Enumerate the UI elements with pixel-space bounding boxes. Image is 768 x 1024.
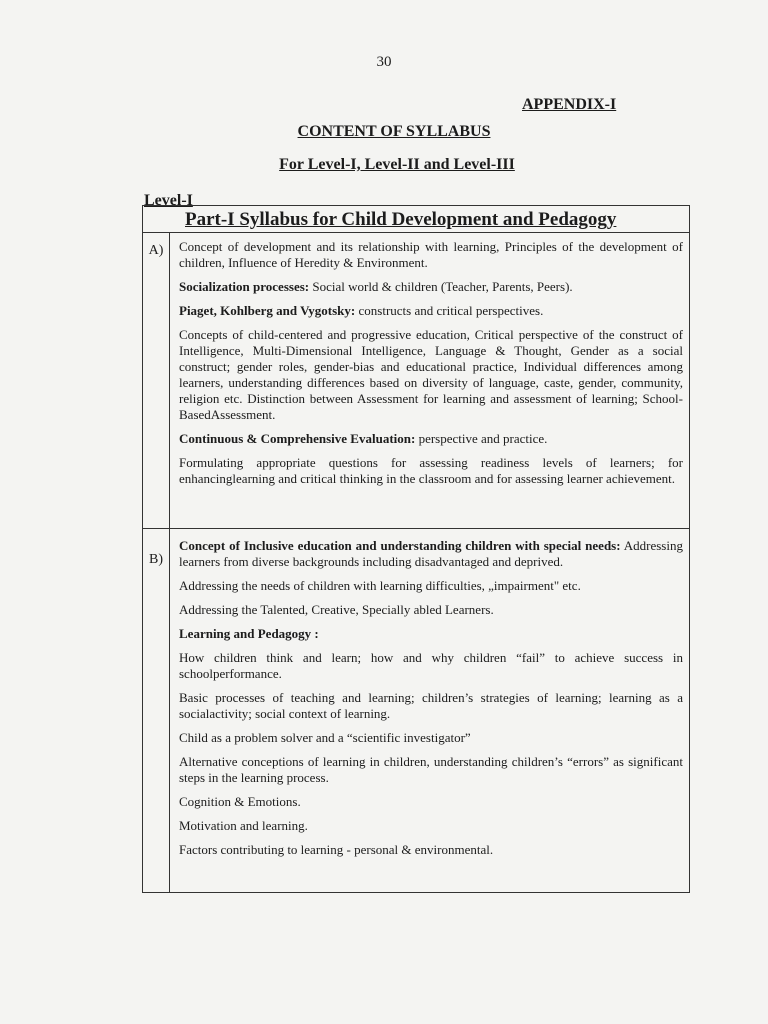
row-label-b: B): [143, 529, 170, 892]
paragraph-alternative-conceptions: Alternative conceptions of learning in children, understanding children’s “errors” as significant steps in the learning process.: [179, 754, 683, 785]
syllabus-table: [142, 205, 690, 893]
paragraph-problem-solver: Child as a problem solver and a “scientific investigator”: [179, 730, 471, 745]
paragraph-learning-difficulties: Addressing the needs of children with learning difficulties, „impairment" etc.: [179, 578, 581, 593]
theorists-heading: Piaget, Kohlberg and Vygotsky:: [179, 303, 356, 318]
document-subtitle: For Level-I, Level-II and Level-III: [279, 156, 515, 173]
inclusive-heading: Concept of Inclusive education and understanding children with special needs:: [179, 538, 621, 553]
evaluation-text: perspective and practice.: [415, 431, 548, 446]
theorists-text: constructs and critical perspectives.: [355, 303, 544, 318]
learning-pedagogy-heading: Learning and Pedagogy :: [179, 626, 319, 641]
paragraph-development: Concept of development and its relationship with learning, Principles of the development of children, Influence of Heredity & Environment.: [179, 239, 683, 270]
paragraph-socialization: [179, 279, 683, 295]
paragraph-motivation: Motivation and learning.: [179, 818, 308, 833]
paragraph-inclusive: [179, 538, 683, 570]
appendix-heading: APPENDIX-I: [522, 96, 617, 113]
paragraph-factors: Factors contributing to learning - personal & environmental.: [179, 842, 494, 857]
table-row-a: [143, 233, 689, 529]
paragraph-concepts: Concepts of child-centered and progressive education, Critical perspective of the construct of Intelligence, Multi-Dimensional Intelligence, Language & Thought, Gender as a social construct; gender roles, gender-bias and educational practice, Individual differences among learners, understanding differences based on diversity of language, caste, gender, community, religion etc. Distinction between Assessment for learning and assessment of learning; School-BasedAssessment.: [179, 327, 683, 422]
level-label: Level-I: [144, 192, 193, 209]
socialization-heading: Socialization processes:: [179, 279, 310, 294]
paragraph-theorists: [179, 303, 683, 319]
evaluation-heading: Continuous & Comprehensive Evaluation:: [179, 431, 416, 446]
inclusive-text: Addressing learners from diverse backgrounds including disadvantaged and deprived.: [179, 538, 683, 569]
table-header: Part-I Syllabus for Child Development and Pedagogy: [143, 206, 689, 233]
row-content-b: [179, 538, 683, 866]
row-content-a: [179, 239, 683, 495]
paragraph-talented: Addressing the Talented, Creative, Specially abled Learners.: [179, 602, 494, 617]
paragraph-teaching-processes: Basic processes of teaching and learning; children’s strategies of learning; learning as a socialactivity; social context of learning.: [179, 690, 683, 721]
row-label-a: A): [143, 233, 170, 528]
paragraph-evaluation: [179, 431, 683, 447]
paragraph-how-children-learn: How children think and learn; how and why children “fail” to achieve success in schoolperformance.: [179, 650, 683, 681]
document-title: CONTENT OF SYLLABUS: [297, 123, 491, 140]
paragraph-cognition: Cognition & Emotions.: [179, 794, 301, 809]
table-row-b: [143, 529, 689, 892]
socialization-text: Social world & children (Teacher, Parents, Peers).: [309, 279, 573, 294]
page-number: 30: [376, 54, 392, 70]
paragraph-questions: Formulating appropriate questions for assessing readiness levels of learners; for enhancinglearning and critical thinking in the classroom and for assessing learner achievement.: [179, 455, 683, 486]
